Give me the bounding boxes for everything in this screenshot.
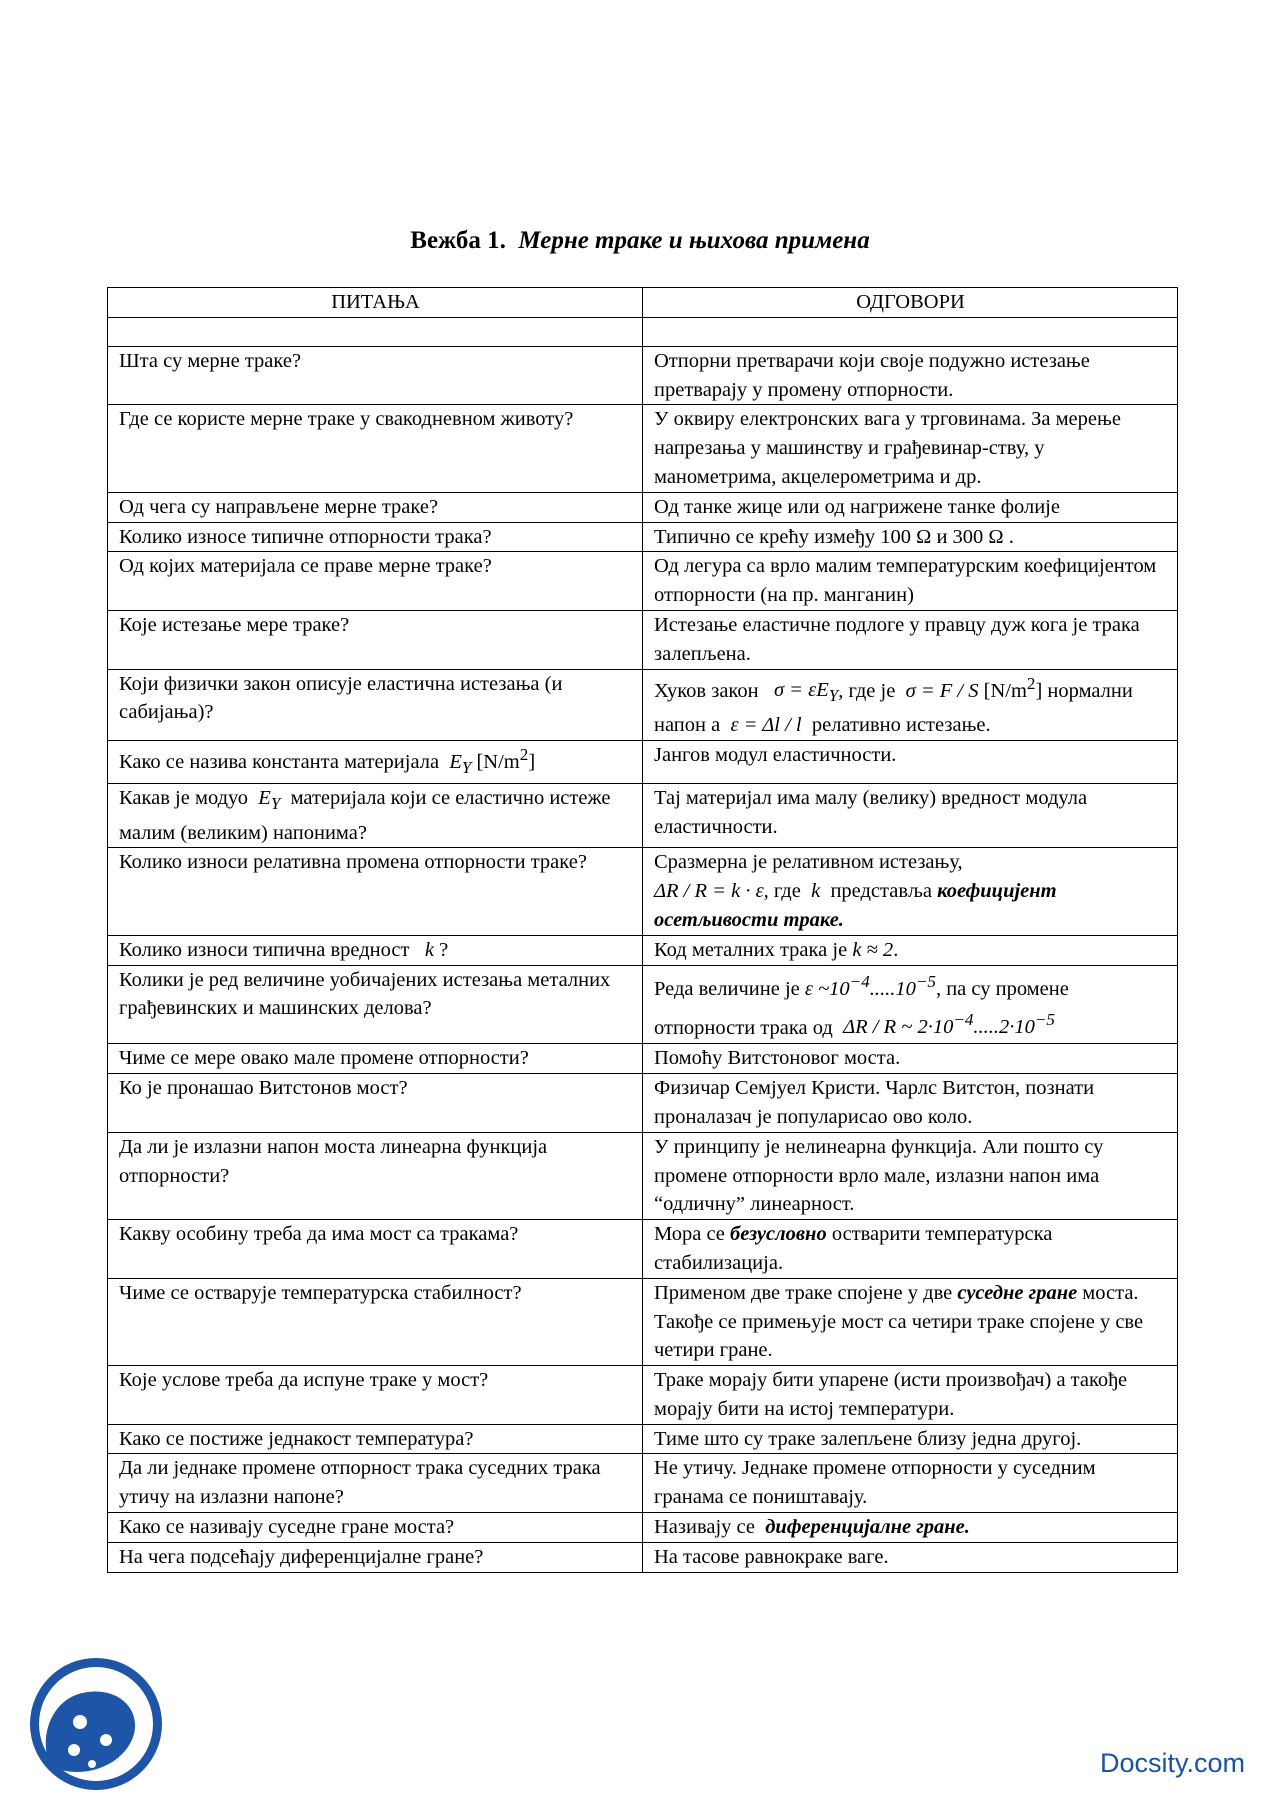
question-cell: Где се користе мерне траке у свакодневном животу?	[108, 405, 643, 492]
question-cell: Од којих материјала се праве мерне траке?	[108, 552, 643, 611]
question-cell: Какав је модуо $E_Y$ материјала који се еластично истеже малим (великим) напонима?	[108, 783, 643, 848]
table-row	[108, 965, 1178, 1044]
resistance-ratio-formula: ΔR / R = k · ε	[654, 880, 764, 903]
question-cell: Колико износе типичне отпорности трака?	[108, 522, 643, 552]
answer-cell: Физичар Семјуел Кристи. Чарлс Витстон, познати проналазач је популарисао ово коло.	[643, 1074, 1178, 1133]
table-row-empty	[108, 317, 1178, 346]
exercise-subtitle: Мерне траке и њихова примена	[518, 227, 870, 254]
stress-formula: σ = F / S	[905, 679, 979, 702]
answer-cell: У оквиру електронских вага у трговинама. За мерење напрезања у машинству и грађевинар-ству, у манометрима, акцелерометрима и др.	[643, 405, 1178, 492]
table-row	[108, 783, 1178, 848]
table-row	[108, 492, 1178, 522]
empty-cell	[108, 317, 643, 346]
table-row	[108, 741, 1178, 784]
young-modulus-symbol: $E_Y$	[258, 786, 281, 813]
question-cell: Колики је ред величине уобичајених истезања металних грађевинских и машинских делова?	[108, 965, 643, 1044]
answers-header: ОДГОВОРИ	[643, 288, 1178, 318]
table-row	[108, 1424, 1178, 1454]
docsity-brand-text[interactable]: Docsity.com	[1100, 1748, 1246, 1778]
question-cell: Које истезање мере траке?	[108, 610, 643, 669]
answer-cell: Типично се крећу између 100 Ω и 300 Ω .	[643, 522, 1178, 552]
answer-cell: Траке морају бити упарене (исти произвођач) а такође морају бити на истој температури.	[643, 1366, 1178, 1425]
question-cell: Да ли је излазни напон моста линеарна функција отпорности?	[108, 1132, 643, 1219]
table-row	[108, 1132, 1178, 1219]
question-cell: Како се назива константа материјала $E_Y$ $[N/m^2]$	[108, 741, 643, 784]
table-row	[108, 1074, 1178, 1133]
gauge-factor-value: k ≈ 2	[852, 938, 894, 961]
question-cell: Колико износи типична вредност k ?	[108, 935, 643, 965]
answer-cell: Сразмерна је релативном истезању, ΔR / R = k · ε, где k представља коефицијент осетљивости траке.	[643, 848, 1178, 935]
answer-cell: Тај материјал има малу (велику) вредност модула еластичности.	[643, 783, 1178, 848]
answer-cell: Хуков закон $\sigma = \varepsilon E_Y$, где је σ = F / S $[N/m^2]$ нормални напон а ε = Δl / l релативно истезање.	[643, 669, 1178, 741]
emphasized-term: суседне гране	[957, 1281, 1078, 1304]
page-title	[0, 226, 1280, 256]
answer-cell: Код металних трака је k ≈ 2.	[643, 935, 1178, 965]
young-modulus-symbol: $E_Y$	[449, 750, 472, 777]
question-cell: Које услове треба да испуне траке у мост?	[108, 1366, 643, 1425]
answer-cell: Применом две траке спојене у две суседне гране моста. Такође се примењује мост са четири траке спојене у све четири гране.	[643, 1278, 1178, 1365]
table-row	[108, 522, 1178, 552]
table-row	[108, 1044, 1178, 1074]
answer-cell: Тиме што су траке залепљене близу једна другој.	[643, 1424, 1178, 1454]
answer-cell: Називају се диференцијалне гране.	[643, 1513, 1178, 1543]
answer-cell: Од легура са врло малим температурским коефицијентом отпорности (на пр. манганин)	[643, 552, 1178, 611]
table-row	[108, 610, 1178, 669]
question-cell: Колико износи релативна промена отпорности траке?	[108, 848, 643, 935]
table-row	[108, 1278, 1178, 1365]
question-cell: Да ли једнаке промене отпорност трака суседних трака утичу на излазни напоне?	[108, 1454, 643, 1513]
question-cell: Чиме се остварује температурска стабилност?	[108, 1278, 643, 1365]
table-row	[108, 1513, 1178, 1543]
table-header-row	[108, 288, 1178, 318]
emphasized-term: безусловно	[730, 1223, 827, 1246]
docsity-logo-icon[interactable]	[18, 1646, 168, 1796]
hooke-formula: $\sigma = \varepsilon E_Y$	[773, 679, 839, 706]
answer-cell: Мора се безусловно остварити температурска стабилизација.	[643, 1220, 1178, 1279]
emphasized-term: диференцијалне гране.	[765, 1516, 970, 1539]
question-cell: Како се постиже једнакост температура?	[108, 1424, 643, 1454]
emphasized-term: коефицијент осетљивости траке.	[654, 880, 1057, 932]
strain-formula: ε = Δl / l	[730, 714, 802, 737]
table-row	[108, 848, 1178, 935]
answer-cell: Истезање еластичне подлоге у правцу дуж кога је трака залепљена.	[643, 610, 1178, 669]
table-row	[108, 346, 1178, 405]
qa-table	[107, 287, 1178, 1573]
empty-cell	[643, 317, 1178, 346]
resistance-range-formula: ΔR / R ~ $2\cdot 10^{-4}.....2\cdot 10^{-5}$	[843, 1010, 1055, 1039]
table-row	[108, 1220, 1178, 1279]
answer-cell: Не утичу. Једнаке промене отпорности у суседним гранама се поништавају.	[643, 1454, 1178, 1513]
question-cell: Ко је пронашао Витстонов мост?	[108, 1074, 643, 1133]
question-cell: Какву особину треба да има мост са тракама?	[108, 1220, 643, 1279]
table-row	[108, 405, 1178, 492]
answer-cell: Јангов модул еластичности.	[643, 741, 1178, 784]
answer-cell: Отпорни претварачи који своје подужно истезање претварају у промену отпорности.	[643, 346, 1178, 405]
questions-header: ПИТАЊА	[108, 288, 643, 318]
table-row	[108, 1454, 1178, 1513]
question-cell: Шта су мерне траке?	[108, 346, 643, 405]
answer-cell: Реда величине је ε $\sim 10^{-4}.....10^{-5}$, па су промене отпорности трака од ΔR / R ~ $2\cdot 10^{-4}.....2\cdot 10^{-5}$	[643, 965, 1178, 1044]
table-row	[108, 552, 1178, 611]
strain-range-formula: ε $\sim 10^{-4}.....10^{-5}$	[804, 971, 936, 1000]
answer-cell: Од танке жице или од нагрижене танке фолије	[643, 492, 1178, 522]
gauge-factor-symbol: k	[424, 938, 434, 961]
answer-cell: На тасове равнокраке ваге.	[643, 1542, 1178, 1572]
exercise-number: Вежба 1.	[410, 227, 506, 254]
table-row	[108, 935, 1178, 965]
question-cell: Како се називају суседне гране моста?	[108, 1513, 643, 1543]
question-cell: Чиме се мере овако мале промене отпорности?	[108, 1044, 643, 1074]
answer-cell: У принципу је нелинеарна функција. Али пошто су промене отпорности врло мале, излазни напон има “одличну” линеарност.	[643, 1132, 1178, 1219]
table-row	[108, 1542, 1178, 1572]
table-row	[108, 1366, 1178, 1425]
table-row	[108, 669, 1178, 741]
gauge-factor-symbol: k	[811, 880, 821, 903]
answer-cell: Помоћу Витстоновог моста.	[643, 1044, 1178, 1074]
question-cell: Од чега су направљене мерне траке?	[108, 492, 643, 522]
question-cell: Који физички закон описује еластична истезања (и сабијања)?	[108, 669, 643, 741]
question-cell: На чега подсећају диференцијалне гране?	[108, 1542, 643, 1572]
